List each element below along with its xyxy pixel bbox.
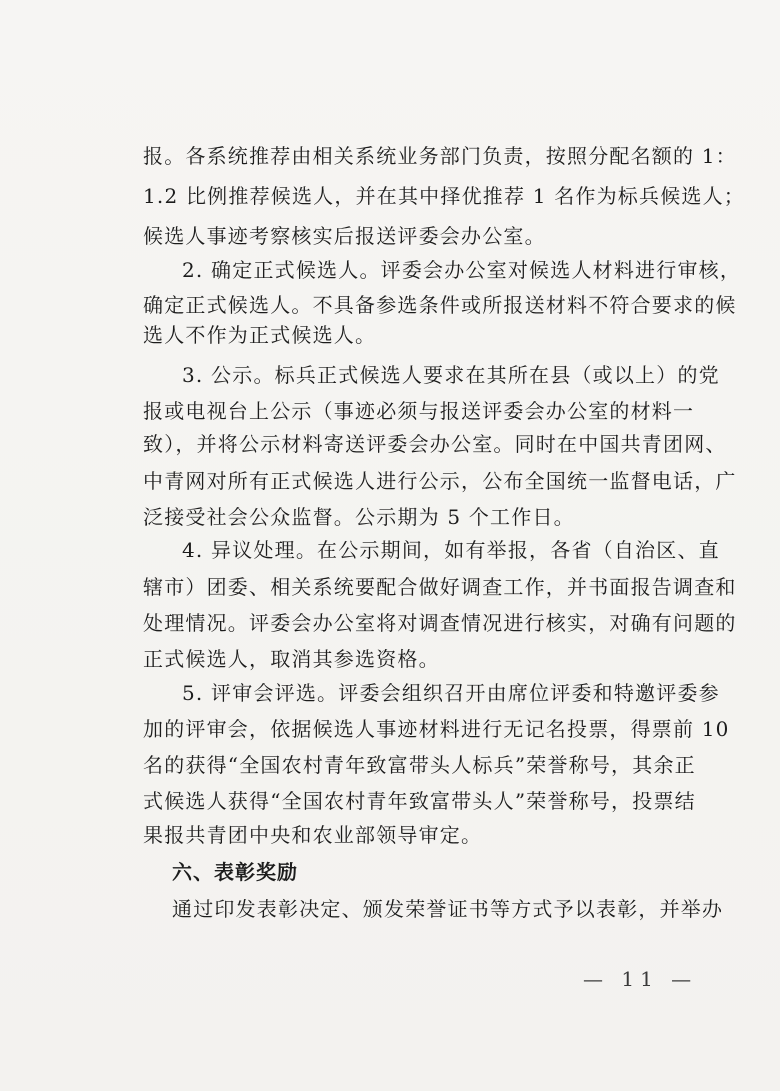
text-line: 致），并将公示材料寄送评委会办公室。同时在中国共青团网、: [143, 432, 727, 456]
text-line: 2. 确定正式候选人。评委会办公室对候选人材料进行审核，: [182, 258, 742, 282]
text-line: 报。各系统推荐由相关系统业务部门负责，按照分配名额的 1：: [143, 144, 737, 168]
text-line: 3. 公示。标兵正式候选人要求在其所在县（或以上）的党: [182, 363, 720, 387]
text-line: 果报共青团中央和农业部领导审定。: [143, 823, 483, 847]
text-line: 辖市）团委、相关系统要配合做好调查工作，并书面报告调查和: [143, 575, 737, 599]
text-line: 泛接受社会公众监督。公示期为 5 个工作日。: [143, 505, 575, 529]
text-line: 1.2 比例推荐候选人，并在其中择优推荐 1 名作为标兵候选人；: [143, 184, 746, 208]
text-line: 中青网对所有正式候选人进行公示，公布全国统一监督电话，广: [143, 469, 737, 493]
section-heading: 六、表彰奖励: [172, 860, 298, 884]
text-line: 报或电视台上公示（事迹必须与报送评委会办公室的材料一: [143, 399, 695, 423]
text-line: 处理情况。评委会办公室将对调查情况进行核实，对确有问题的: [143, 611, 737, 635]
page-number: — 11 —: [583, 967, 698, 991]
text-line: 选人不作为正式候选人。: [143, 323, 377, 347]
text-line: 通过印发表彰决定、颁发荣誉证书等方式予以表彰，并举办: [172, 897, 724, 921]
text-line: 式候选人获得“全国农村青年致富带头人”荣誉称号，投票结: [143, 789, 696, 813]
text-line: 名的获得“全国农村青年致富带头人标兵”荣誉称号，其余正: [143, 753, 696, 777]
text-line: 候选人事迹考察核实后报送评委会办公室。: [143, 224, 546, 248]
text-line: 4. 异议处理。在公示期间，如有举报，各省（自治区、直: [182, 538, 720, 562]
text-line: 5. 评审会评选。评委会组织召开由席位评委和特邀评委参: [182, 681, 720, 705]
text-line: 正式候选人，取消其参选资格。: [143, 647, 440, 671]
text-line: 确定正式候选人。不具备参选条件或所报送材料不符合要求的候: [143, 293, 737, 317]
text-line: 加的评审会，依据候选人事迹材料进行无记名投票，得票前 10: [143, 717, 730, 741]
